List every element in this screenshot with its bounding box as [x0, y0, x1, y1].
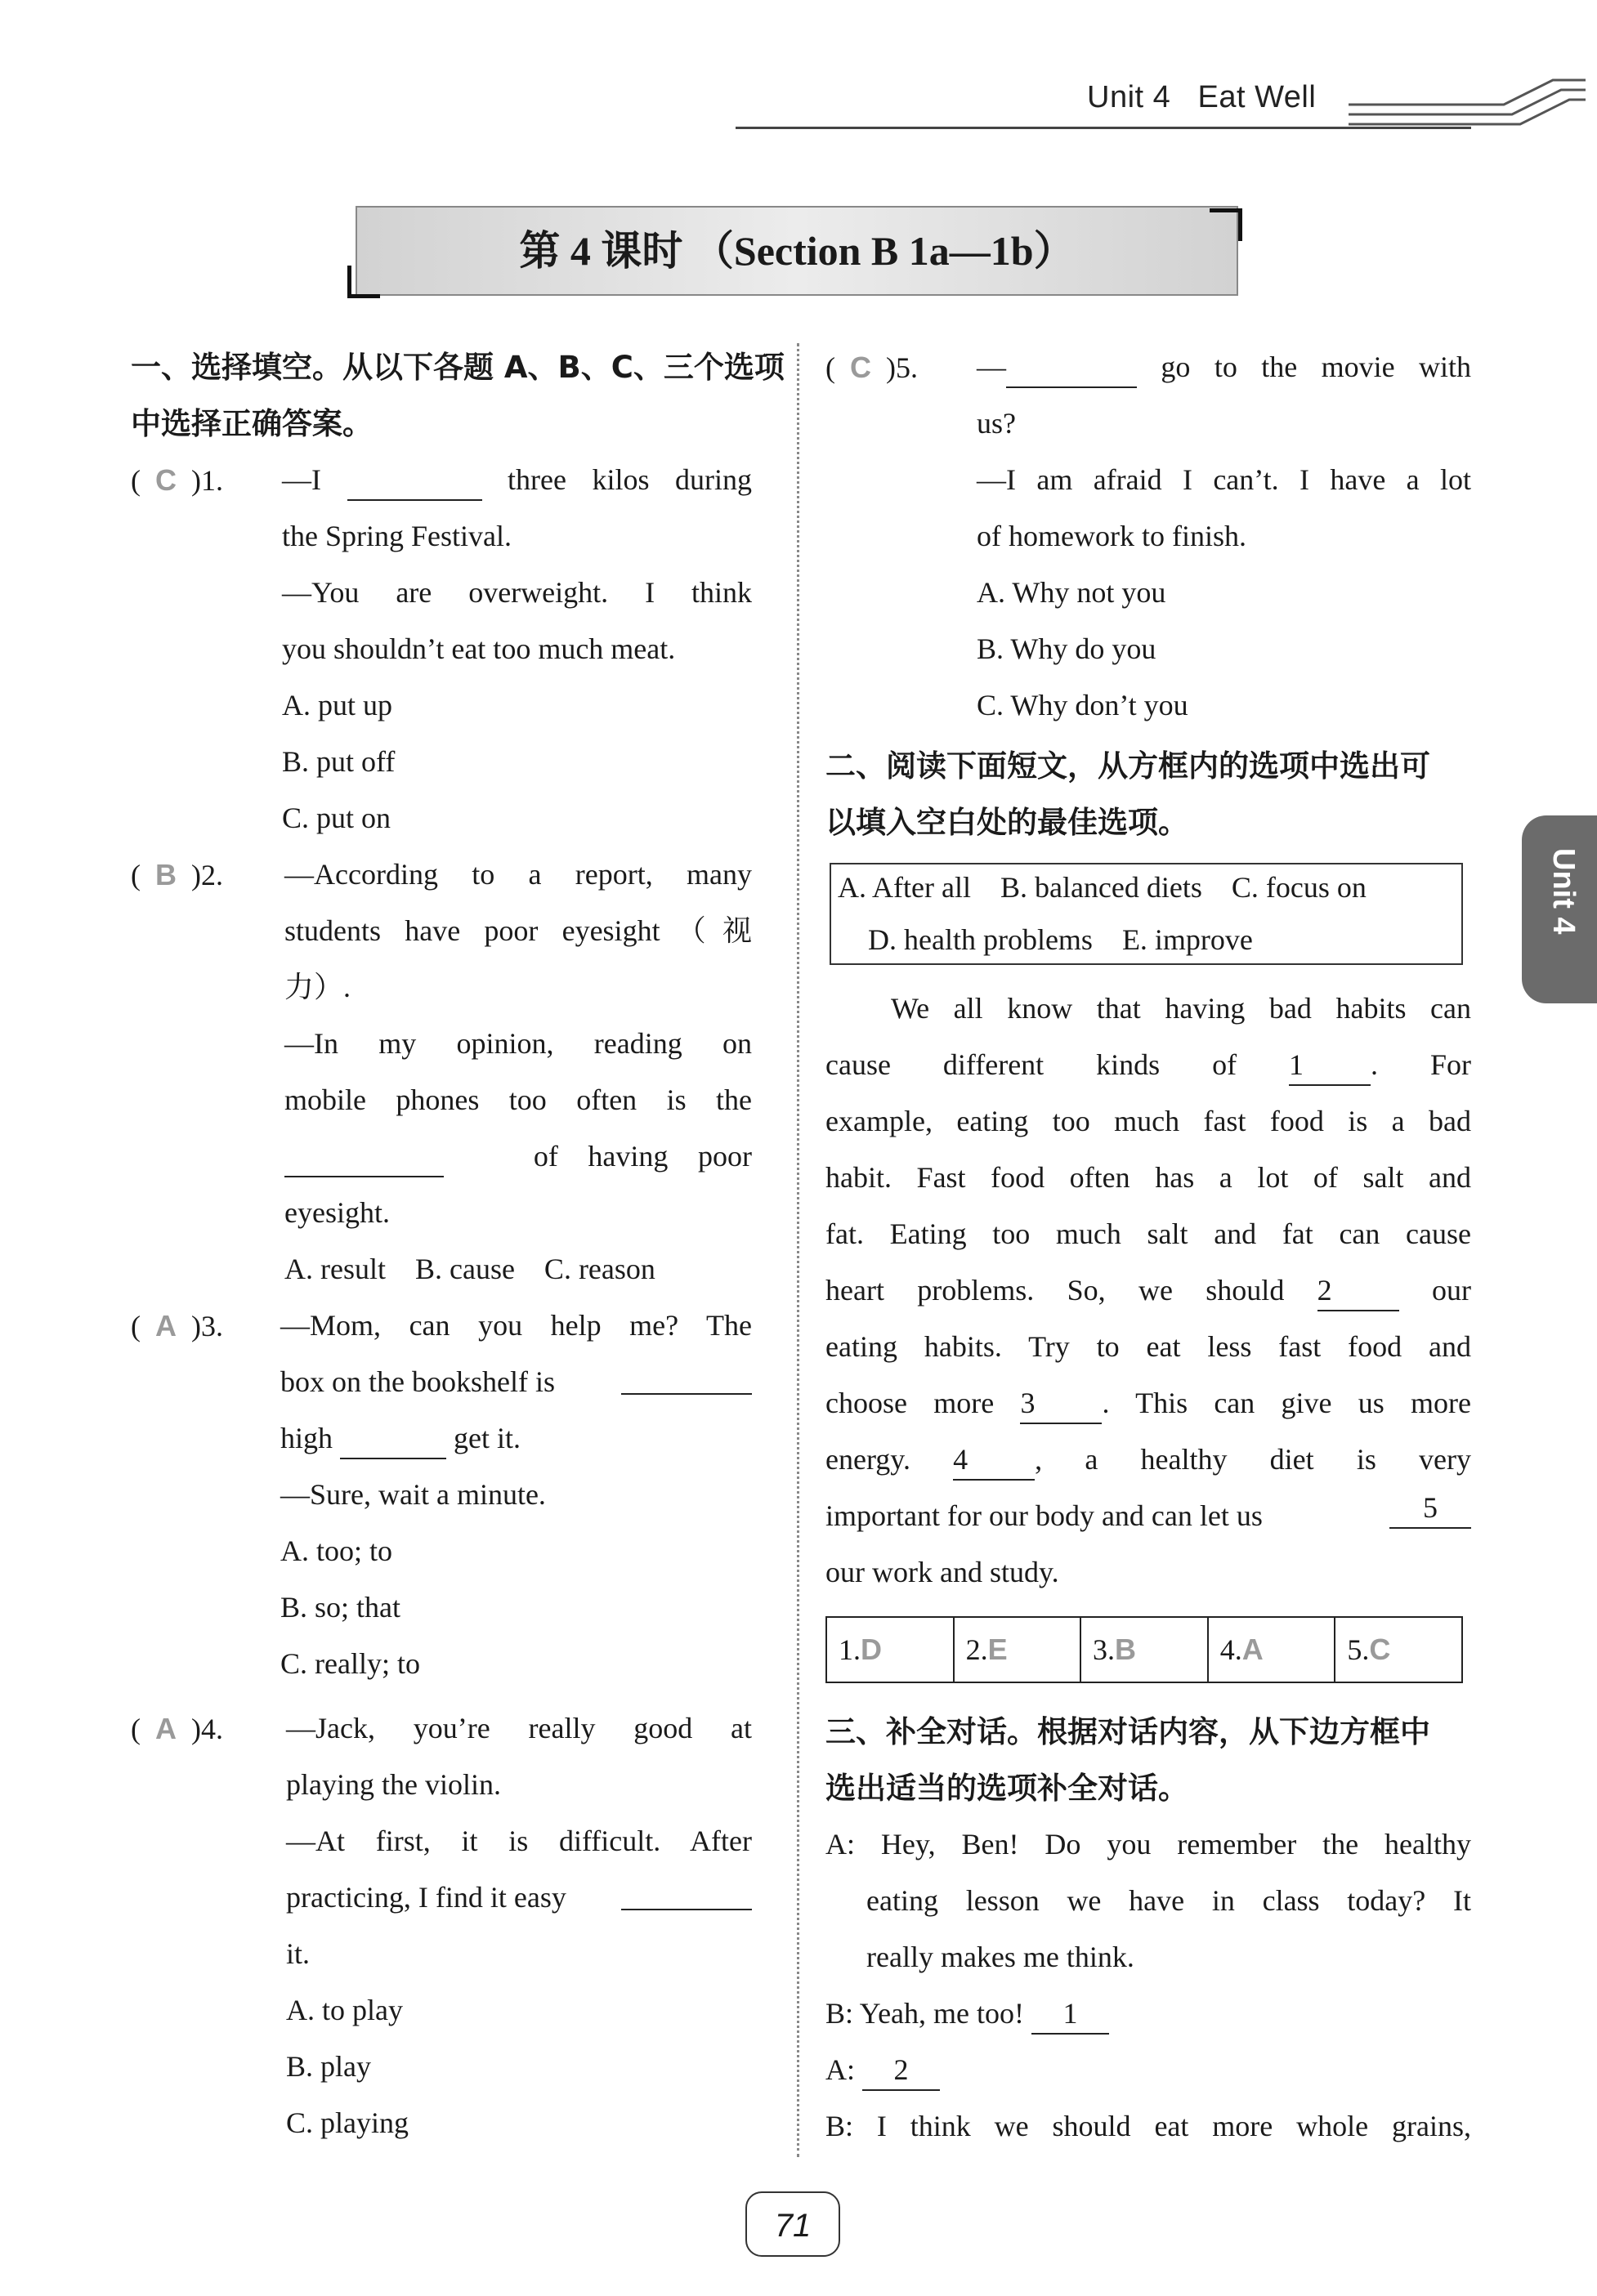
header-rule: [736, 127, 1471, 129]
blank-3: 3: [1020, 1383, 1102, 1424]
lesson-title: 第 4 课时 （Section B 1a—1b）: [356, 206, 1238, 296]
passage: We all know that having bad habits can: [891, 992, 1471, 1025]
options: A. result B. cause C. reason: [284, 1253, 655, 1285]
section3-heading: 三、补全对话。根据对话内容，从下边方框中: [825, 1714, 1430, 1749]
question-3: ( A )3.: [131, 1309, 223, 1342]
answer-2: B: [155, 858, 177, 891]
blank: [1006, 347, 1137, 388]
section2-heading: 二、阅读下面短文，从方框内的选项中选出可: [825, 748, 1430, 784]
blank: [284, 1137, 444, 1177]
blank: [621, 1354, 752, 1395]
title-corner-top-right: [1210, 208, 1242, 241]
dialogue-blank-1: 1: [1031, 1994, 1109, 2035]
question-2: ( B )2.: [131, 858, 223, 891]
dialogue-blank-2: 2: [862, 2050, 940, 2091]
running-header: Unit 4 Eat Well: [1087, 80, 1317, 114]
answer-4: A: [155, 1712, 177, 1745]
answer-cell-4: 4.A: [1208, 1617, 1335, 1682]
blank-1: 1: [1289, 1045, 1371, 1086]
dialogue: A: Hey, Ben! Do you remember the healthy: [825, 1828, 1471, 1860]
option-b: B. put off: [282, 745, 396, 778]
option-a: A. Why not you: [977, 576, 1166, 609]
word-bank-box: A. After all B. balanced diets C. focus on D. health problems E. improve: [830, 863, 1463, 965]
blank: [347, 460, 482, 501]
answer-3: A: [155, 1309, 177, 1342]
column-divider: [797, 343, 799, 2157]
blank: [340, 1418, 446, 1459]
answer-table: [825, 1616, 1463, 1683]
page-number: 71: [745, 2191, 840, 2257]
option-c: C. put on: [282, 802, 391, 834]
blank: [621, 1869, 752, 1910]
blank-2: 2: [1317, 1271, 1399, 1311]
option-b: B. play: [286, 2050, 371, 2083]
answer-cell-3: 3.B: [1080, 1617, 1208, 1682]
answer-cell-2: 2.E: [954, 1617, 1080, 1682]
option-b: B. so; that: [280, 1591, 401, 1624]
option-c: C. Why don’t you: [977, 689, 1188, 721]
option-a: A. put up: [282, 689, 392, 721]
blank-4: 4: [953, 1440, 1035, 1481]
option-a: A. too; to: [280, 1534, 393, 1567]
question-5: ( C )5.: [825, 351, 918, 384]
section1-heading: 一、选择填空。从以下各题 A、B、C、三个选项: [131, 350, 785, 385]
unit-side-tab: Unit 4: [1522, 815, 1597, 1003]
question-4: ( A )4.: [131, 1712, 223, 1745]
option-c: C. really; to: [280, 1647, 420, 1680]
answer-cell-5: 5.C: [1335, 1617, 1462, 1682]
option-b: B. Why do you: [977, 632, 1156, 665]
answer-5: C: [850, 351, 871, 384]
blank-5: 5: [1389, 1488, 1471, 1529]
title-corner-bottom-left: [347, 266, 380, 298]
option-a: A. to play: [286, 1994, 403, 2026]
option-c: C. playing: [286, 2106, 409, 2139]
answer-cell-1: 1.D: [826, 1617, 954, 1682]
answer-1: C: [155, 463, 177, 497]
question-1: ( C )1.: [131, 463, 223, 497]
